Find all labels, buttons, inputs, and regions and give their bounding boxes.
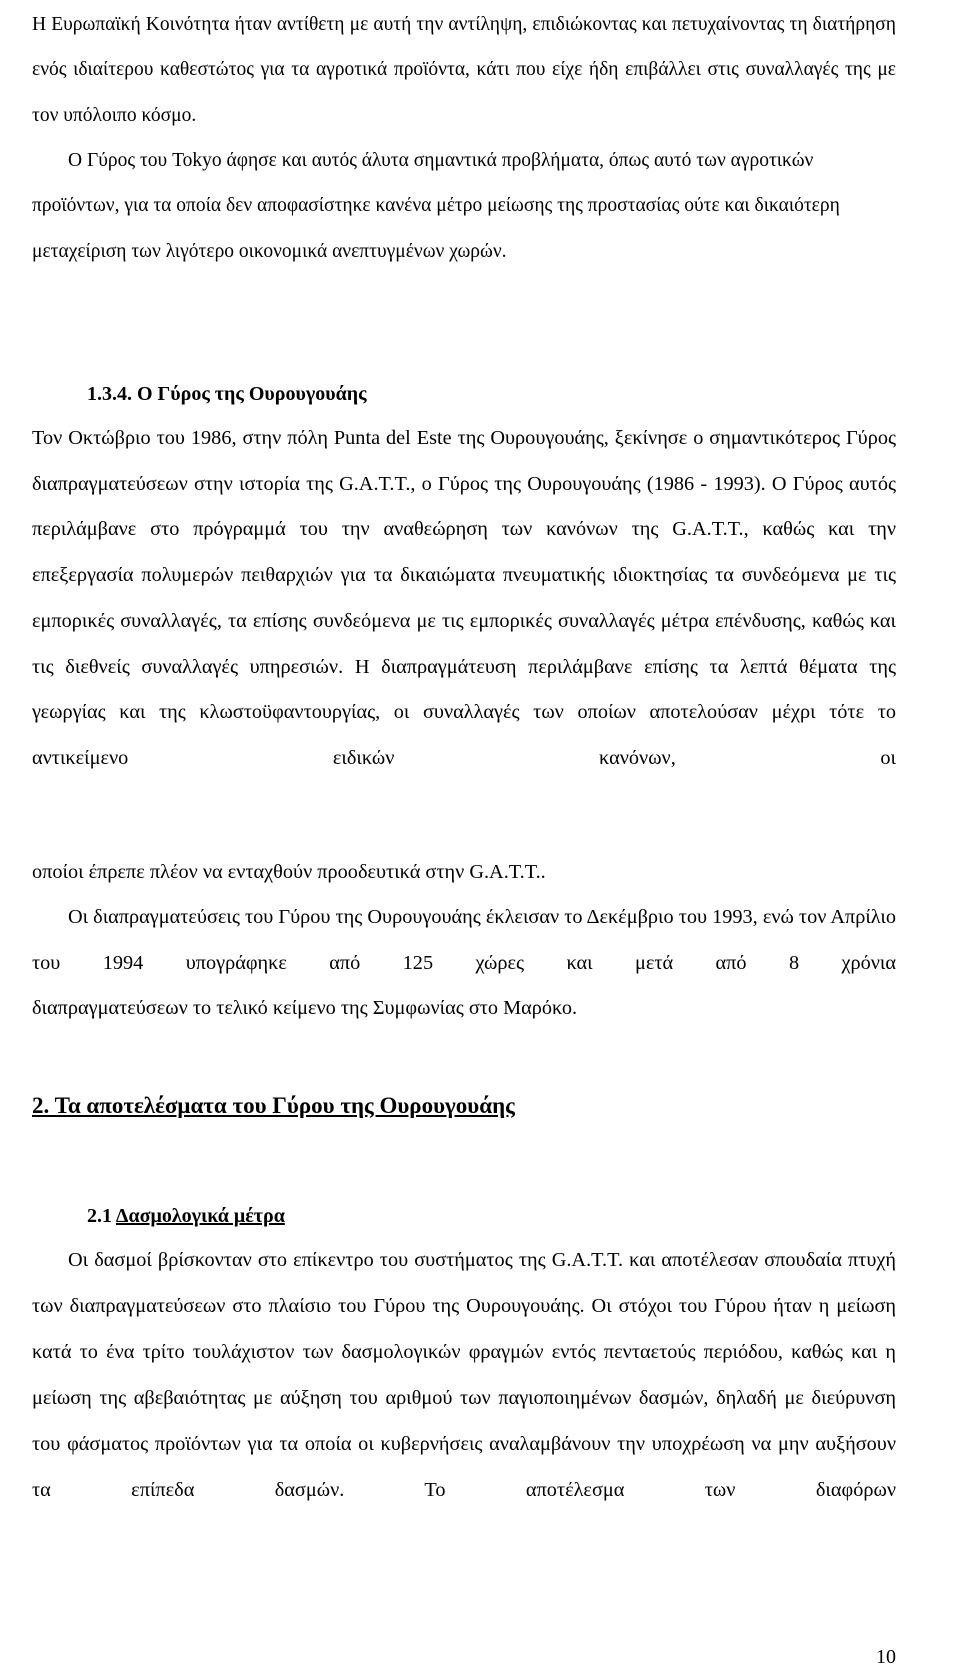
paragraph-3-text: Τον Οκτώβριο του 1986, στην πόλη Punta del Este της Ουρουγουάης, ξεκίνησε ο σημαντικότερος Γύρος διαπραγματεύσεων στην ιστορία της G.A.T.T., ο Γύρος της Ουρουγουάης (1986 - 1993). Ο Γύρος αυτός περιλάμβανε στο πρόγραμμά του την αναθεώρηση των κανόνων της G.A.T.T., καθώς και την επεξεργασία πολυμερών πειθαρχιών για τα δικαιώματα πνευματικής ιδιοκτησίας τα συνδεόμενα με τις εμπορικές συναλλαγές, τα επίσης συνδεόμενα με τις εμπορικές συναλλαγές μέτρα επένδυσης, καθώς και τις διεθνείς συναλλαγές υπηρεσιών. Η διαπραγμάτευση περιλάμβανε επίσης τα λεπτά θέματα της γεωργίας και της κλωστοϋφαντουργίας, οι συναλλαγές των οποίων αποτελούσαν μέχρι τότε το αντικείμενο ειδικών κανόνων, οι <box>32 427 896 769</box>
paragraph-3-last-line: οποίοι έπρεπε πλέον να ενταχθούν προοδευτικά στην G.A.T.T.. <box>32 861 546 883</box>
paragraph-5-text: Οι δασμοί βρίσκονταν στο επίκεντρο του συστήματος της G.A.T.T. και αποτέλεσαν σπουδαία πτυχή των διαπραγματεύσεων στο πλαίσιο του Γύρου της Ουρουγουάης. Οι στόχοι του Γύρου ήταν η μείωση κατά το ένα τρίτο τουλάχιστον των δασμολογικών φραγμών εντός πενταετούς περιόδου, καθώς και η μείωση της αβεβαιότητας με αύξηση του αριθμού των παγιοποιημένων δασμών, δηλαδή με διεύρυνση του φάσματος προϊόντων για τα οποία οι κυβερνήσεις αναλαμβάνουν την υποχρέωση να μην αυξήσουν τα επίπεδα δασμών. Το αποτέλεσμα των διαφόρων <box>32 1249 896 1501</box>
paragraph-3 <box>32 416 896 782</box>
paragraph-4-text: Οι διαπραγματεύσεις του Γύρου της Ουρουγουάης έκλεισαν το Δεκέμβριο του 1993, ενώ τον Απρίλιο του 1994 υπογράφηκε από 125 χώρες και μετά από 8 χρόνια <box>32 906 896 974</box>
paragraph-5 <box>32 1238 896 1513</box>
paragraph-2-text: Ο Γύρος του Tokyo άφησε και αυτός άλυτα σημαντικά προβλήματα, όπως αυτό των αγροτικών προϊόντων, για τα οποία δεν αποφασίστηκε κανένα μέτρο μείωσης της προστασίας ούτε και δικαιότερη μεταχείριση των λιγότερο οικονομικά ανεπτυγμένων χωρών. <box>32 150 840 262</box>
paragraph-4 <box>32 895 896 986</box>
paragraph-1: Η Ευρωπαϊκή Κοινότητα ήταν αντίθετη με αυτή την αντίληψη, επιδιώκοντας και πετυχαίνοντας τη διατήρηση ενός ιδιαίτερου καθεστώτος για τα αγροτικά προϊόντα, κάτι που είχε ήδη επιβάλλει στις συναλλαγές της με τον υπόλοιπο κόσμο. <box>32 14 896 126</box>
section-heading-2-1 <box>87 1196 285 1236</box>
page-number: 10 <box>876 1646 896 1668</box>
chapter-heading-2: 2. Τα αποτελέσματα του Γύρου της Ουρουγουάης <box>32 1093 515 1118</box>
section-number: 2.1 <box>87 1205 116 1227</box>
paragraph-4-last-line: διαπραγματεύσεων το τελικό κείμενο της Συμφωνίας στο Μαρόκο. <box>32 997 578 1019</box>
paragraph-2 <box>32 138 896 274</box>
section-title: Δασμολογικά μέτρα <box>115 1205 285 1227</box>
section-heading-1-3-4: 1.3.4. Ο Γύρος της Ουρουγουάης <box>87 383 367 405</box>
document-page <box>32 0 896 1678</box>
